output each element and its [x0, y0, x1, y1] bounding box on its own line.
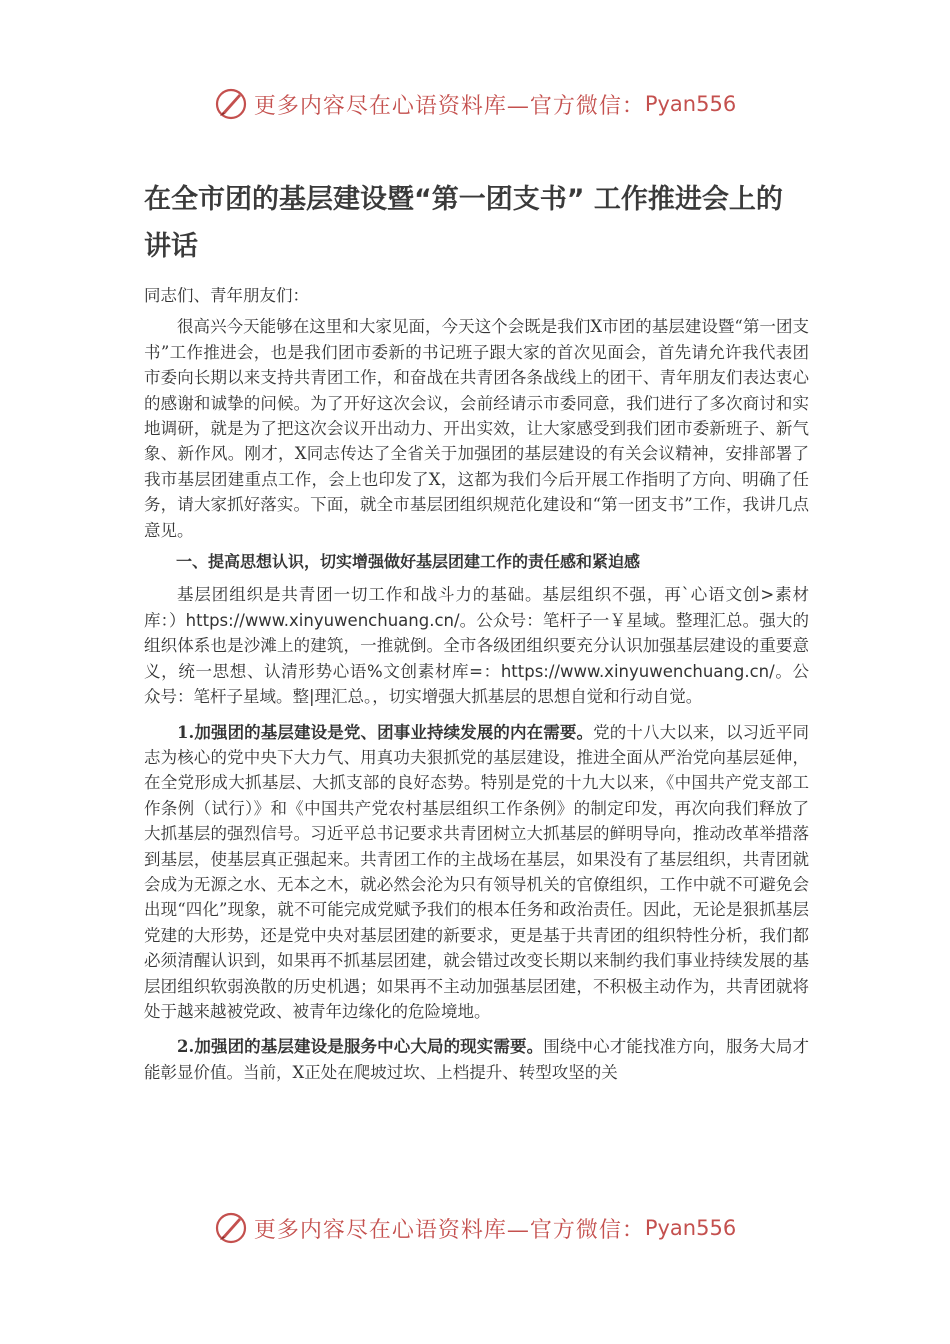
banner-text: 更多内容尽在心语资料库—官方微信： [253, 1217, 645, 1243]
quill-pen-icon [214, 1211, 248, 1245]
point-1-paragraph [144, 720, 809, 1025]
document-body [144, 283, 809, 1085]
section1-paragraph: 基层团组织是共青团一切工作和战斗力的基础。基层组织不强，再`心语文创>素材库：）https://www.xinyuwenchuang.cn/。公众号：笔杆子一￥星域。整理汇总。强大的组织体系也是沙滩上的建筑，一推就倒。全市各级团组织要充分认识加强基层建设的重要意义，统一思想、认清形势心语%文创素材库=：https://www.xinyuwenchuang.cn/。公众号：笔杆子星域。整|理汇总。，切实增强大抓基层的思想自觉和行动自觉。 [144, 585, 809, 707]
bottom-banner [0, 1208, 950, 1248]
top-banner [0, 84, 950, 124]
intro-paragraph: 很高兴今天能够在这里和大家见面，今天这个会既是我们X市团的基层建设暨“第一团支书”工作推进会，也是我们团市委新的书记班子跟大家的首次见面会，首先请允许我代表团市委向长期以来支持共青团工作，和奋战在共青团各条战线上的团干、青年朋友们表达衷心的感谢和诚挚的问候。为了开好这次会议，会前经请示市委同意，我们进行了多次商讨和实地调研，就是为了把这次会议开出动力、开出实效，让大家感受到我们团市委新班子、新气象、新作风。刚才，X同志传达了全省关于加强团的基层建设的有关会议精神，安排部署了我市基层团建重点工作，会上也印发了X，这都为我们今后开展工作指明了方向、明确了任务，请大家抓好落实。下面，就全市基层团组织规范化建设和“第一团支书”工作，我讲几点意见。 [144, 317, 809, 540]
quill-pen-icon [214, 87, 248, 121]
point-2-body: 围绕中心才能找准方向，服务大局才能彰显价值。当前，X正处在爬坡过坎、上档提升、转型攻坚的关 [144, 1037, 809, 1082]
point-2-paragraph [144, 1034, 809, 1085]
document-title: 在全市团的基层建设暨“第一团支书” 工作推进会上的讲话 [144, 184, 783, 262]
banner-wechat-id: Pyan556 [644, 92, 737, 116]
banner-wechat-id: Pyan556 [644, 1216, 737, 1240]
banner-text: 更多内容尽在心语资料库—官方微信： [253, 93, 645, 119]
point-1-title: 1.加强团的基层建设是党、团事业持续发展的内在需要。 [177, 722, 594, 742]
point-1-body: 党的十八大以来，以习近平同志为核心的党中央下大力气、用真功夫狠抓党的基层建设，推进全面从严治党向基层延伸，在全党形成大抓基层、大抓支部的良好态势。特别是党的十九大以来，《中国共产党支部工作条例（试行）》和《中国共产党农村基层组织工作条例》的制定印发，再次向我们释放了大抓基层的强烈信号。习近平总书记要求共青团树立大抓基层的鲜明导向，推动改革举措落到基层，使基层真正强起来。共青团工作的主战场在基层，如果没有了基层组织，共青团就会成为无源之水、无本之木，就必然会沦为只有领导机关的官僚组织，工作中就不可避免会出现“四化”现象，就不可能完成党赋予我们的根本任务和政治责任。因此，无论是狠抓基层党建的大形势，还是党中央对基层团建的新要求，更是基于共青团的组织特性分析，我们都必须清醒认识到，如果再不抓基层团建，就会错过改变长期以来制约我们事业持续发展的基层团组织软弱涣散的历史机遇；如果再不主动加强基层团建，不积极主动作为，共青团就将处于越来越被党政、被青年边缘化的危险境地。 [144, 722, 809, 1021]
point-2-title: 2.加强团的基层建设是服务中心大局的现实需要。 [177, 1037, 544, 1057]
greeting: 同志们、青年朋友们： [144, 286, 309, 305]
section-heading-1: 一、提高思想认识，切实增强做好基层团建工作的责任感和紧迫感 [176, 552, 641, 572]
